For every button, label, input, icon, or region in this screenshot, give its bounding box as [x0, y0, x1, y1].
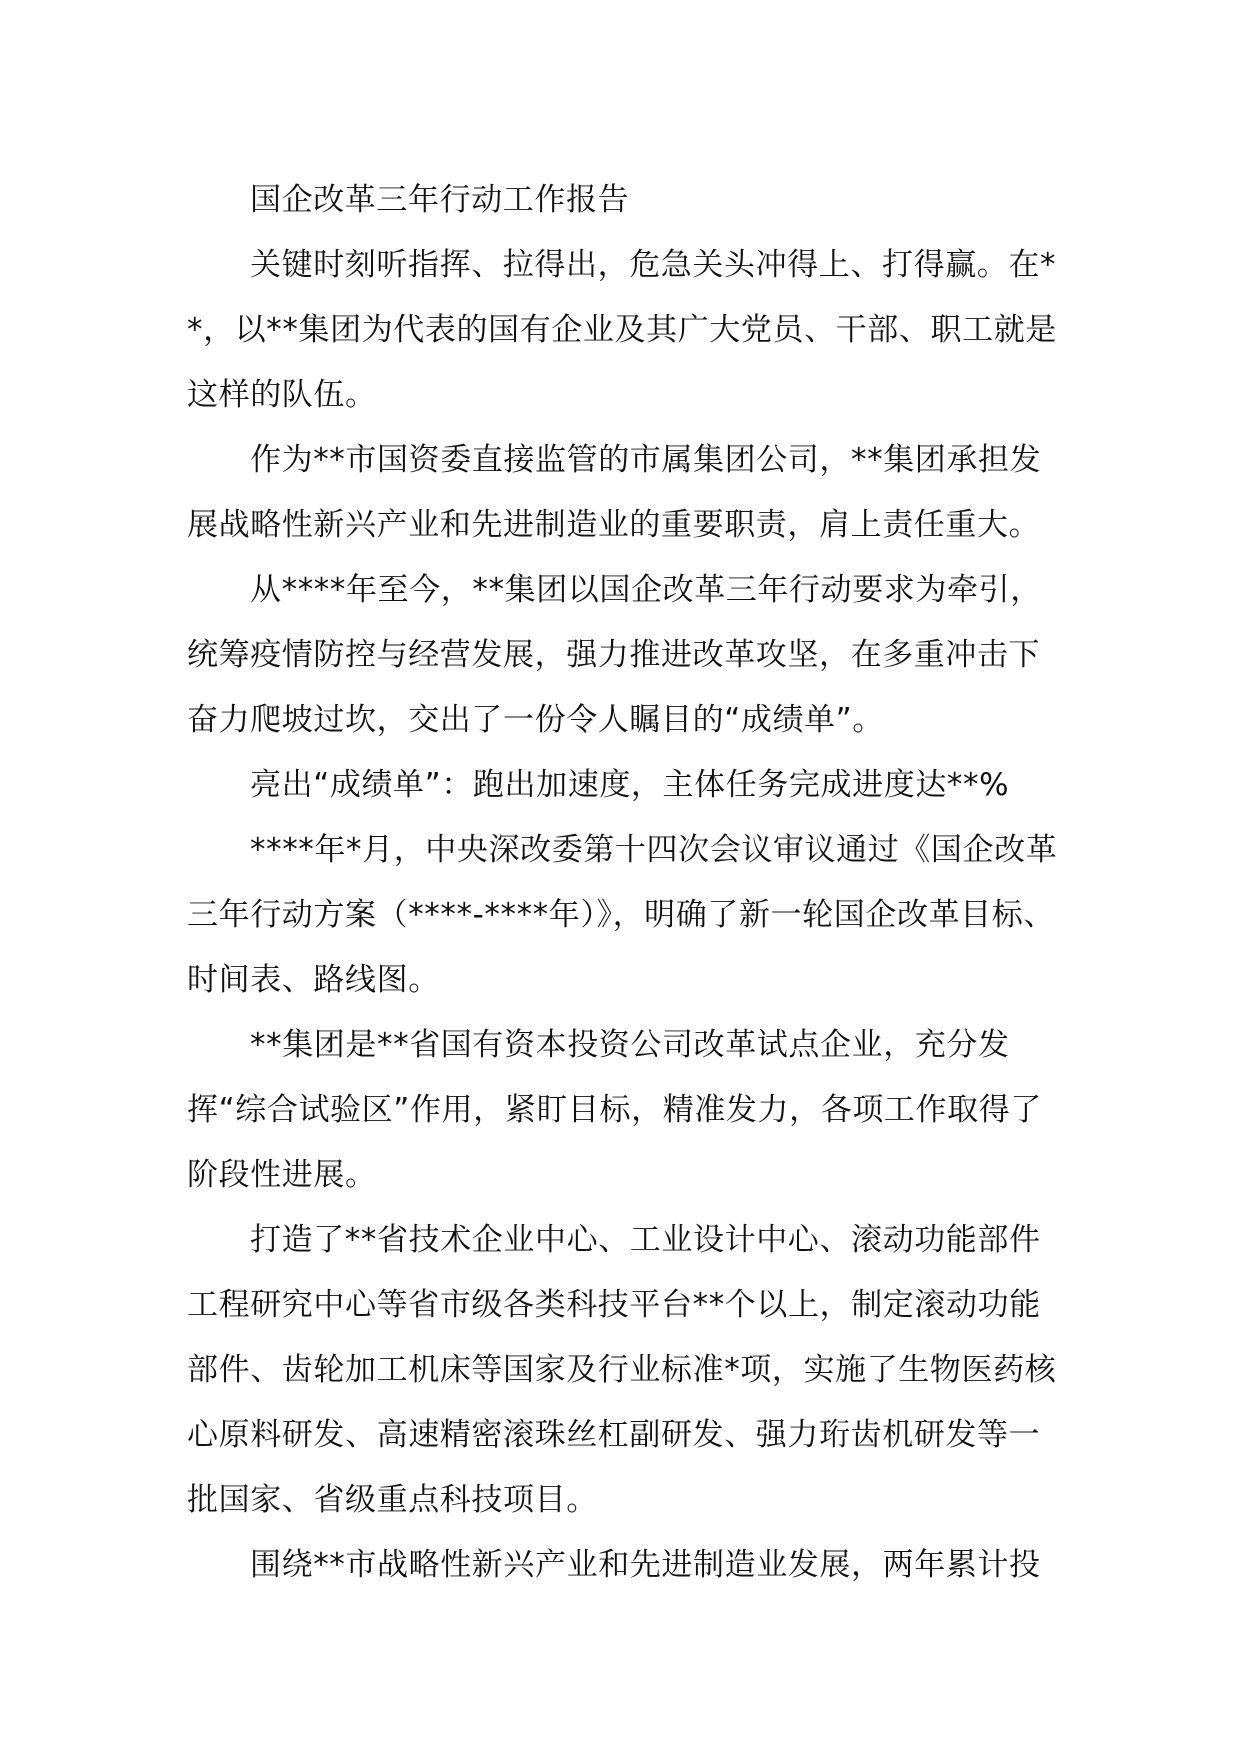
document-body	[187, 168, 1067, 1598]
paragraph-1: 关键时刻听指挥、拉得出，危急关头冲得上、打得赢。在**，以**集团为代表的国有企业及其广大党员、干部、职工就是这样的队伍。	[187, 247, 1057, 413]
paragraph-2: 作为**市国资委直接监管的市属集团公司，**集团承担发展战略性新兴产业和先进制造业的重要职责，肩上责任重大。	[187, 442, 1042, 543]
document-title: 国企改革三年行动工作报告	[250, 182, 630, 218]
paragraph-7: 围绕**市战略性新兴产业和先进制造业发展，两年累计投	[250, 1547, 1041, 1583]
paragraph-3: 从****年至今，**集团以国企改革三年行动要求为牵引，统筹疫情防控与经营发展，强力推进改革攻坚，在多重冲击下奋力爬坡过坎，交出了一份令人瞩目的“成绩单”。	[187, 572, 1042, 738]
section-heading: 亮出“成绩单”：跑出加速度，主体任务完成进度达**%	[250, 767, 1010, 803]
paragraph-6: 打造了**省技术企业中心、工业设计中心、滚动功能部件工程研究中心等省市级各类科技平台**个以上，制定滚动功能部件、齿轮加工机床等国家及行业标准*项，实施了生物医药核心原料研发、高速精密滚珠丝杠副研发、强力珩齿机研发等一批国家、省级重点科技项目。	[187, 1222, 1057, 1518]
paragraph-5: **集团是**省国有资本投资公司改革试点企业，充分发挥“综合试验区”作用，紧盯目标，精准发力，各项工作取得了阶段性进展。	[187, 1027, 1042, 1193]
paragraph-4: ****年*月，中央深改委第十四次会议审议通过《国企改革三年行动方案（****-****年）》，明确了新一轮国企改革目标、时间表、路线图。	[187, 832, 1058, 998]
